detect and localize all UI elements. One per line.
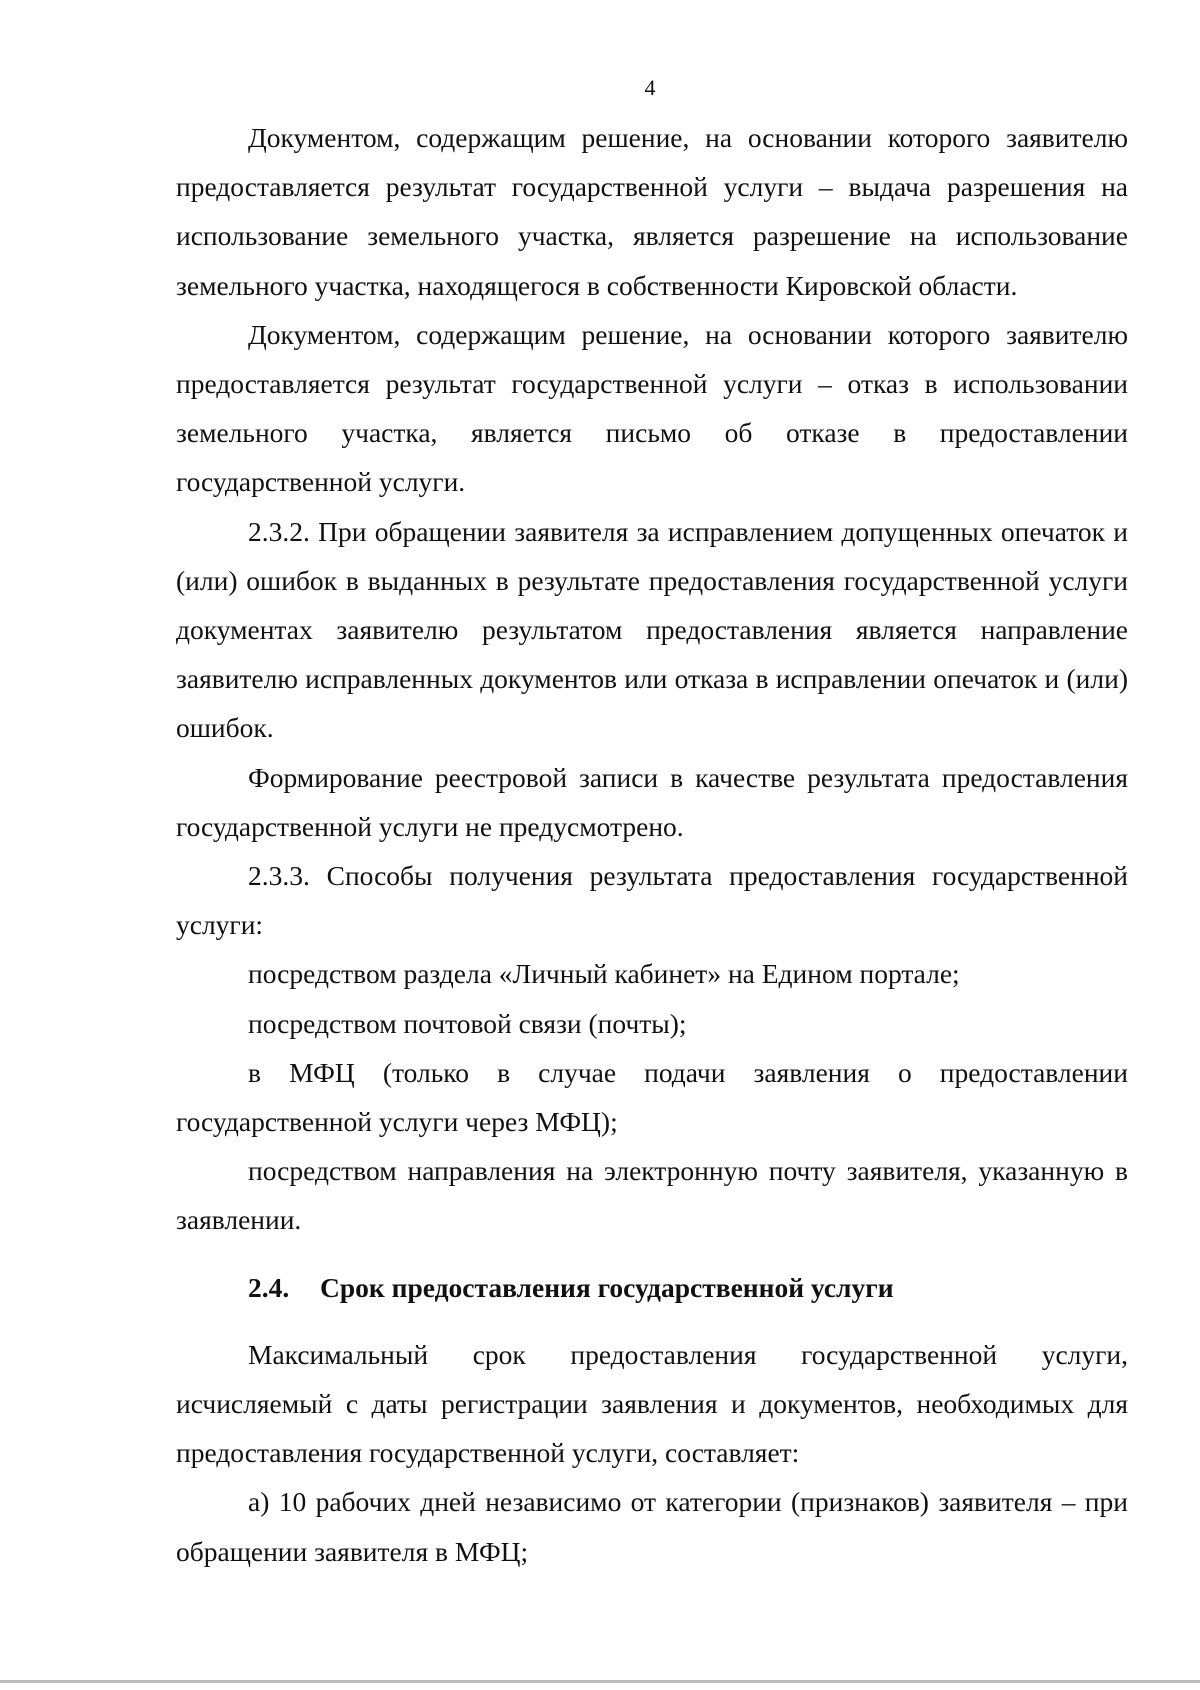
section-title: Срок предоставления государственной услуги — [320, 1271, 894, 1303]
paragraph-result-permission: Документом, содержащим решение, на основании которого заявителю предоставляется результат государственной услуги – выдача разрешения на использование земельного участка, является разрешение на использование земельного участка, находящегося в собственности Кировской области. — [176, 122, 1128, 301]
method-mfc: в МФЦ (только в случае подачи заявления о предоставлении государственной услуги через МФЦ); — [176, 1056, 1128, 1138]
page-number: 4 — [644, 75, 656, 100]
bottom-scan-edge — [0, 1680, 1200, 1683]
paragraph-registry-record: Формирование реестровой записи в качестве результата предоставления государственной услуги не предусмотрено. — [176, 761, 1128, 842]
paragraph-2-3-2: 2.3.2. При обращении заявителя за исправлением допущенных опечаток и (или) ошибок в выданных в результате предоставления государственной услуги документах заявителю результатом предоставления является направление заявителю исправленных документов или отказа в исправлении опечаток и (или) ошибок. — [176, 515, 1128, 744]
method-post: посредством почтовой связи (почты); — [248, 1007, 687, 1039]
page-body — [176, 113, 1128, 1576]
paragraph-term-a: а) 10 рабочих дней независимо от категории (признаков) заявителя – при обращении заявителя в МФЦ; — [176, 1486, 1128, 1567]
section-heading-2-4 — [176, 1263, 1128, 1312]
paragraph-max-term: Максимальный срок предоставления государственной услуги, исчисляемый с даты регистрации заявления и документов, необходимых для предоставления государственной услуги, составляет: — [176, 1338, 1128, 1469]
method-email: посредством направления на электронную почту заявителя, указанную в заявлении. — [176, 1155, 1128, 1236]
paragraph-result-refusal: Документом, содержащим решение, на основании которого заявителю предоставляется результат государственной услуги – отказ в использовании земельного участка, является письмо об отказе в предоставлении государственной услуги. — [176, 318, 1128, 498]
method-personal-account: посредством раздела «Личный кабинет» на Едином портале; — [248, 958, 960, 990]
section-number: 2.4. — [248, 1271, 290, 1303]
paragraph-2-3-3: 2.3.3. Способы получения результата предоставления государственной услуги: — [176, 860, 1128, 941]
